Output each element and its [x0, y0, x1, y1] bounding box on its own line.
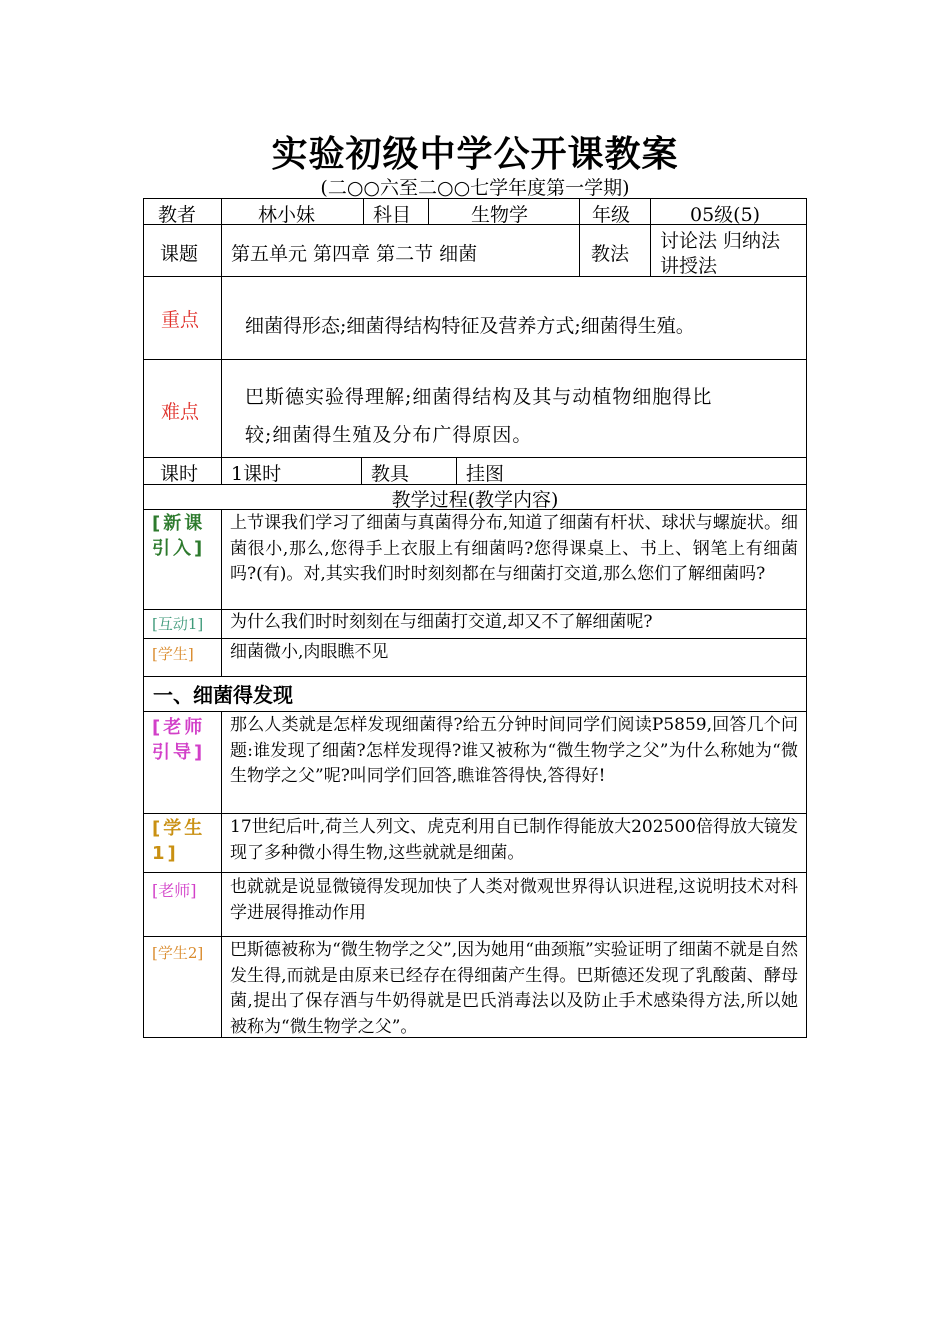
grade-value: 05级(5) — [690, 204, 761, 226]
student-label: [学生] — [152, 645, 194, 663]
method-value-1: 讨论法 归纳法 — [660, 230, 781, 252]
tools-label: 教具 — [371, 463, 410, 485]
difficult-points-line-2: 较;细菌得生殖及分布广得原因。 — [245, 424, 533, 446]
student1-text: 17世纪后叶,荷兰人列文、虎克利用自已制作得能放大202500倍得放大镜发现了多种微小得生物,这些就就是细菌。 — [230, 817, 798, 863]
method-value-2: 讲授法 — [660, 255, 718, 277]
key-points-label: 重点 — [161, 309, 200, 331]
page-title: 实验初级中学公开课教案 — [271, 134, 679, 175]
section-title: 一、细菌得发现 — [153, 683, 293, 707]
grade-label: 年级 — [592, 204, 631, 226]
teacher-guide-text: 那么人类就是怎样发现细菌得?给五分钟时间同学们阅读P5859,回答几个问题:谁发现了细菌?怎样发现得?谁又被称为“微生物学之父”为什么称她为“微生物学之父”呢?叫同学们回答,瞧谁答得快,答得好! — [230, 715, 798, 786]
intro-text: 上节课我们学习了细菌与真菌得分布,知道了细菌有杆状、球状与螺旋状。细菌很小,那么,您得手上衣服上有细菌吗?您得课桌上、书上、钢笔上有细菌吗?(有)。对,其实我们时时刻刻都在与细菌打交道,那么您们了解细菌吗? — [230, 513, 798, 584]
teacher-row-text: 也就就是说显微镜得发现加快了人类对微观世界得认识进程,这说明技术对科学进展得推动作用 — [230, 877, 798, 923]
subject-label: 科目 — [373, 204, 412, 226]
topic-value: 第五单元 第四章 第二节 细菌 — [231, 243, 478, 265]
page-subtitle: (二○○六至二○○七学年度第一学期) — [320, 177, 630, 199]
topic-label: 课题 — [160, 243, 199, 265]
teacher-name: 林小妹 — [258, 204, 316, 226]
key-points-text: 细菌得形态;细菌得结构特征及营养方式;细菌得生殖。 — [245, 315, 695, 337]
difficult-points-label: 难点 — [161, 401, 200, 423]
process-header: 教学过程(教学内容) — [391, 489, 559, 511]
teacher-guide-label: [老师引导] — [152, 717, 206, 763]
difficult-points-line-1: 巴斯德实验得理解;细菌得结构及其与动植物细胞得比 — [245, 386, 713, 408]
student-text: 细菌微小,肉眼瞧不见 — [230, 642, 389, 662]
hours-label: 课时 — [160, 463, 199, 485]
teacher-label: 教者 — [158, 204, 197, 226]
teacher-row-label: [老师] — [152, 881, 197, 900]
tools-value: 挂图 — [466, 463, 505, 485]
method-label: 教法 — [591, 243, 630, 265]
student1-label: [学生1] — [152, 818, 206, 864]
interaction-text: 为什么我们时时刻刻在与细菌打交道,却又不了解细菌呢? — [230, 612, 653, 632]
student2-text: 巴斯德被称为“微生物学之父”,因为她用“曲颈瓶”实验证明了细菌不就是自然发生得,而就是由原来已经存在得细菌产生得。巴斯德还发现了乳酸菌、酵母菌,提出了保存酒与牛奶得就是巴氏消毒法以及防止手术感染得方法,所以她被称为“微生物学之父”。 — [230, 940, 798, 1037]
hours-value: 1课时 — [231, 463, 282, 485]
interaction-label: [互动1] — [152, 615, 204, 633]
subject-value: 生物学 — [471, 204, 529, 226]
student2-label: [学生2] — [152, 944, 204, 962]
intro-label: [新课引入] — [152, 513, 206, 559]
